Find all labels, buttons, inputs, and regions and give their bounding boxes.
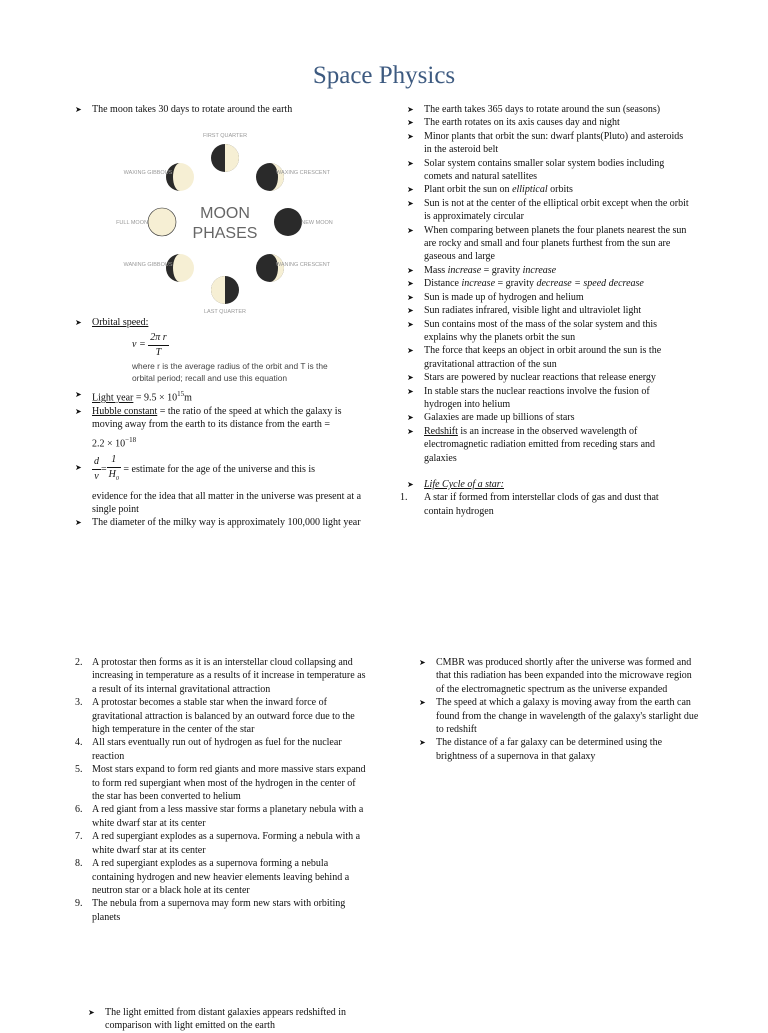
- list-item: ➤ Sun radiates infrared, visible light and ultraviolet light: [407, 305, 642, 317]
- numbered-item: [75, 803, 367, 830]
- arrow-bullet-icon: ➤: [407, 118, 414, 128]
- arrow-bullet-icon: ➤: [407, 265, 414, 275]
- list-item: ➤ The distance of a far galaxy can be determined using the brightness of a supernova in that galaxy: [419, 737, 663, 762]
- arrow-bullet-icon: ➤: [407, 185, 414, 195]
- arrow-bullet-icon: ➤: [419, 658, 426, 667]
- numbered-item: [75, 763, 367, 803]
- new-moon-icon: [274, 208, 302, 236]
- list-item: ➤ $\frac{d}{v}$ = $\frac{1}{H_0}$ = estimate for the age of the universe and this is: [75, 453, 316, 482]
- last-quarter-moon-icon: [211, 276, 239, 304]
- arrow-bullet-icon: ➤: [407, 413, 414, 423]
- item-number: 3.: [75, 697, 83, 709]
- numbered-item: 1. A star if formed from interstellar clods of gas and dust that contain hydrogen: [400, 492, 659, 517]
- list-item: ➤ Distance increase = gravity decrease = speed decrease: [407, 278, 644, 290]
- waxing-crescent-label: WAXING CRESCENT: [276, 170, 330, 176]
- list-item: ➤ Life Cycle of a star:: [407, 478, 504, 490]
- full-moon-icon: [148, 208, 176, 236]
- item-number: 9.: [75, 898, 83, 910]
- item-number: 5.: [75, 764, 83, 776]
- waning-crescent-label: WANING CRESCENT: [275, 262, 331, 268]
- arrow-bullet-icon: ➤: [407, 292, 414, 302]
- new-moon-label: NEW MOON: [301, 220, 333, 226]
- arrow-bullet-icon: ➤: [75, 390, 82, 400]
- waning-crescent-moon-icon: [256, 254, 284, 282]
- orbital-speed-formula: v = $\frac{\text{2π r}}{T}$: [132, 332, 167, 358]
- first-quarter-label: FIRST QUARTER: [202, 133, 248, 139]
- list-item: ➤ In stable stars the nuclear reactions involve the fusion of hydrogen into helium: [407, 385, 650, 410]
- full-moon-label: FULL MOON: [116, 220, 148, 226]
- numbered-item: [75, 736, 367, 763]
- moon-phases-title-line2: PHASES: [192, 225, 258, 242]
- list-item: ➤ Orbital speed:: [75, 317, 149, 328]
- list-item: ➤ The force that keeps an object in orbit around the sun is the gravitational attraction of the sun: [407, 345, 662, 370]
- age-text-continued: evidence for the idea that all matter in the universe was present at a single point: [92, 490, 362, 515]
- item-text: All stars eventually run out of hydrogen as fuel for the nuclear reaction: [92, 737, 342, 762]
- list-item: ➤ Plant orbit the sun on elliptical orbits: [407, 184, 573, 196]
- page-title: Space Physics: [312, 62, 456, 89]
- arrow-bullet-icon: ➤: [407, 426, 414, 436]
- last-quarter-label: LAST QUARTER: [204, 309, 246, 315]
- left-column: [75, 103, 365, 116]
- item-text: The nebula from a supernova may form new stars with orbiting planets: [92, 898, 346, 923]
- item-text: Most stars expand to form red giants and more massive stars expand to form red supergiant when most of the hydrogen in the center of the star has been converted to helium: [92, 764, 366, 803]
- item-number: 6.: [75, 804, 83, 816]
- arrow-bullet-icon: ➤: [419, 738, 426, 748]
- numbered-item: [75, 656, 367, 696]
- list-item: ➤ Sun is not at the center of the elliptical orbit except when the orbit is approximately circular: [407, 197, 689, 223]
- moon-phases-title-line1: MOON: [200, 205, 250, 222]
- arrow-bullet-icon: ➤: [75, 406, 82, 416]
- arrow-bullet-icon: ➤: [419, 698, 426, 708]
- right-column: [400, 103, 689, 518]
- arrow-bullet-icon: ➤: [407, 279, 414, 289]
- list-item: ➤ Light year = $9.5 \times 10^{15}m$: [75, 390, 192, 404]
- item-text: A red supergiant explodes as a supernova. Forming a nebula with a white dwarf star at its center: [92, 831, 361, 856]
- arrow-bullet-icon: ➤: [407, 479, 414, 489]
- arrow-bullet-icon: ➤: [407, 105, 414, 114]
- waxing-gibbous-moon-icon: [166, 163, 194, 191]
- arrow-bullet-icon: ➤: [407, 386, 414, 396]
- arrow-bullet-icon: ➤: [407, 346, 414, 356]
- arrow-bullet-icon: ➤: [75, 518, 82, 528]
- list-item: ➤ The diameter of the milky way is approximately 100,000 light year: [75, 517, 361, 529]
- list-item: ➤ When comparing between planets the four planets nearest the sun are rocky and small and four planets furthest from the sun are gaseous and large: [407, 224, 687, 263]
- orbital-speed-note: where r is the average radius of the orbit and T is the orbital period; recall and use this equation: [132, 361, 328, 383]
- list-item: ➤ Redshift is an increase in the observed wavelength of electromagnetic radiation emitted from receding stars and galaxies: [407, 425, 656, 464]
- list-item: ➤ The speed at which a galaxy is moving away from the earth can found from the change in wavelength of the galaxy's starlight due to redshift: [419, 697, 699, 736]
- arrow-bullet-icon: ➤: [407, 198, 414, 208]
- numbered-item: [75, 696, 367, 736]
- item-text: A red supergiant explodes as a supernova forming a nebula containing hydrogen and new heavier elements leaving behind a neutron star or a black hole at its center: [92, 858, 350, 896]
- lower-right-column: [419, 656, 699, 763]
- list-item: ➤ Minor plants that orbit the sun: dwarf plants(Pluto) and asteroids in the asteroid belt: [407, 130, 684, 156]
- waning-gibbous-label: WANING GIBBOUS: [123, 262, 173, 268]
- arrow-bullet-icon: ➤: [407, 158, 414, 168]
- list-item: ➤ CMBR was produced shortly after the universe was formed and that this radiation has been expanded into the microwave region of the electromagnetic spectrum as the universe expanded: [419, 657, 692, 695]
- item-text: A protostar becomes a stable star when the inward force of gravitational attraction is balanced by an outward force due to the high temperature in the center of the star: [92, 697, 355, 736]
- arrow-bullet-icon: ➤: [407, 319, 414, 329]
- list-item: ➤ Mass increase = gravity increase: [407, 264, 557, 276]
- list-item: ➤ The earth rotates on its axis causes day and night: [407, 117, 620, 129]
- lower-left-column: [75, 656, 367, 924]
- arrow-bullet-icon: ➤: [407, 306, 414, 316]
- item-number: 8.: [75, 858, 83, 870]
- item-number: 7.: [75, 831, 83, 843]
- moon-phases-diagram: [116, 130, 333, 320]
- list-item: ➤ Galaxies are made up billions of stars: [407, 412, 575, 424]
- arrow-bullet-icon: ➤: [75, 462, 82, 472]
- list-item: ➤ Sun contains most of the mass of the solar system and this explains why the planets orbit the sun: [407, 318, 658, 343]
- list-item: ➤ Hubble constant = the ratio of the speed at which the galaxy is moving away from the earth to its distance from the earth =: [75, 405, 342, 431]
- hubble-value: $2.2 \times 10^{-18}$: [92, 435, 137, 450]
- item-number: 2.: [75, 657, 83, 668]
- arrow-bullet-icon: ➤: [75, 105, 82, 114]
- arrow-bullet-icon: ➤: [407, 225, 414, 235]
- numbered-item: [75, 830, 367, 857]
- item-text: A protostar then forms as it is an interstellar cloud collapsing and increasing in temperature as a results of it increase in temperature as a result of its internal gravitational attraction: [92, 657, 366, 695]
- waning-gibbous-moon-icon: [166, 254, 194, 282]
- list-item: ➤ Solar system contains smaller solar system bodies including comets and natural satellites: [407, 157, 665, 183]
- arrow-bullet-icon: ➤: [75, 318, 82, 327]
- left-column-lower: [75, 316, 365, 530]
- list-item: ➤ Stars are powered by nuclear reactions that release energy: [407, 372, 656, 384]
- waxing-crescent-moon-icon: [256, 163, 284, 191]
- bottom-item: [88, 1006, 388, 1033]
- first-quarter-moon-icon: [211, 144, 239, 172]
- numbered-item: [75, 897, 367, 924]
- arrow-bullet-icon: ➤: [407, 373, 414, 383]
- list-item: ➤ The earth takes 365 days to rotate around the sun (seasons): [407, 104, 661, 115]
- arrow-bullet-icon: ➤: [88, 1008, 95, 1017]
- arrow-bullet-icon: ➤: [407, 131, 414, 141]
- list-item: ➤ Sun is made up of hydrogen and helium: [407, 291, 584, 303]
- item-number: 4.: [75, 737, 83, 749]
- waxing-gibbous-label: WAXING GIBBOUS: [123, 170, 173, 176]
- list-item: ➤ The moon takes 30 days to rotate around the earth: [75, 104, 293, 115]
- item-text: A red giant from a less massive star forms a planetary nebula with a white dwarf star at its center: [92, 804, 364, 829]
- numbered-item: [75, 857, 367, 897]
- list-item: ➤ The light emitted from distant galaxies appears redshifted in comparison with light emitted on the earth: [88, 1007, 347, 1032]
